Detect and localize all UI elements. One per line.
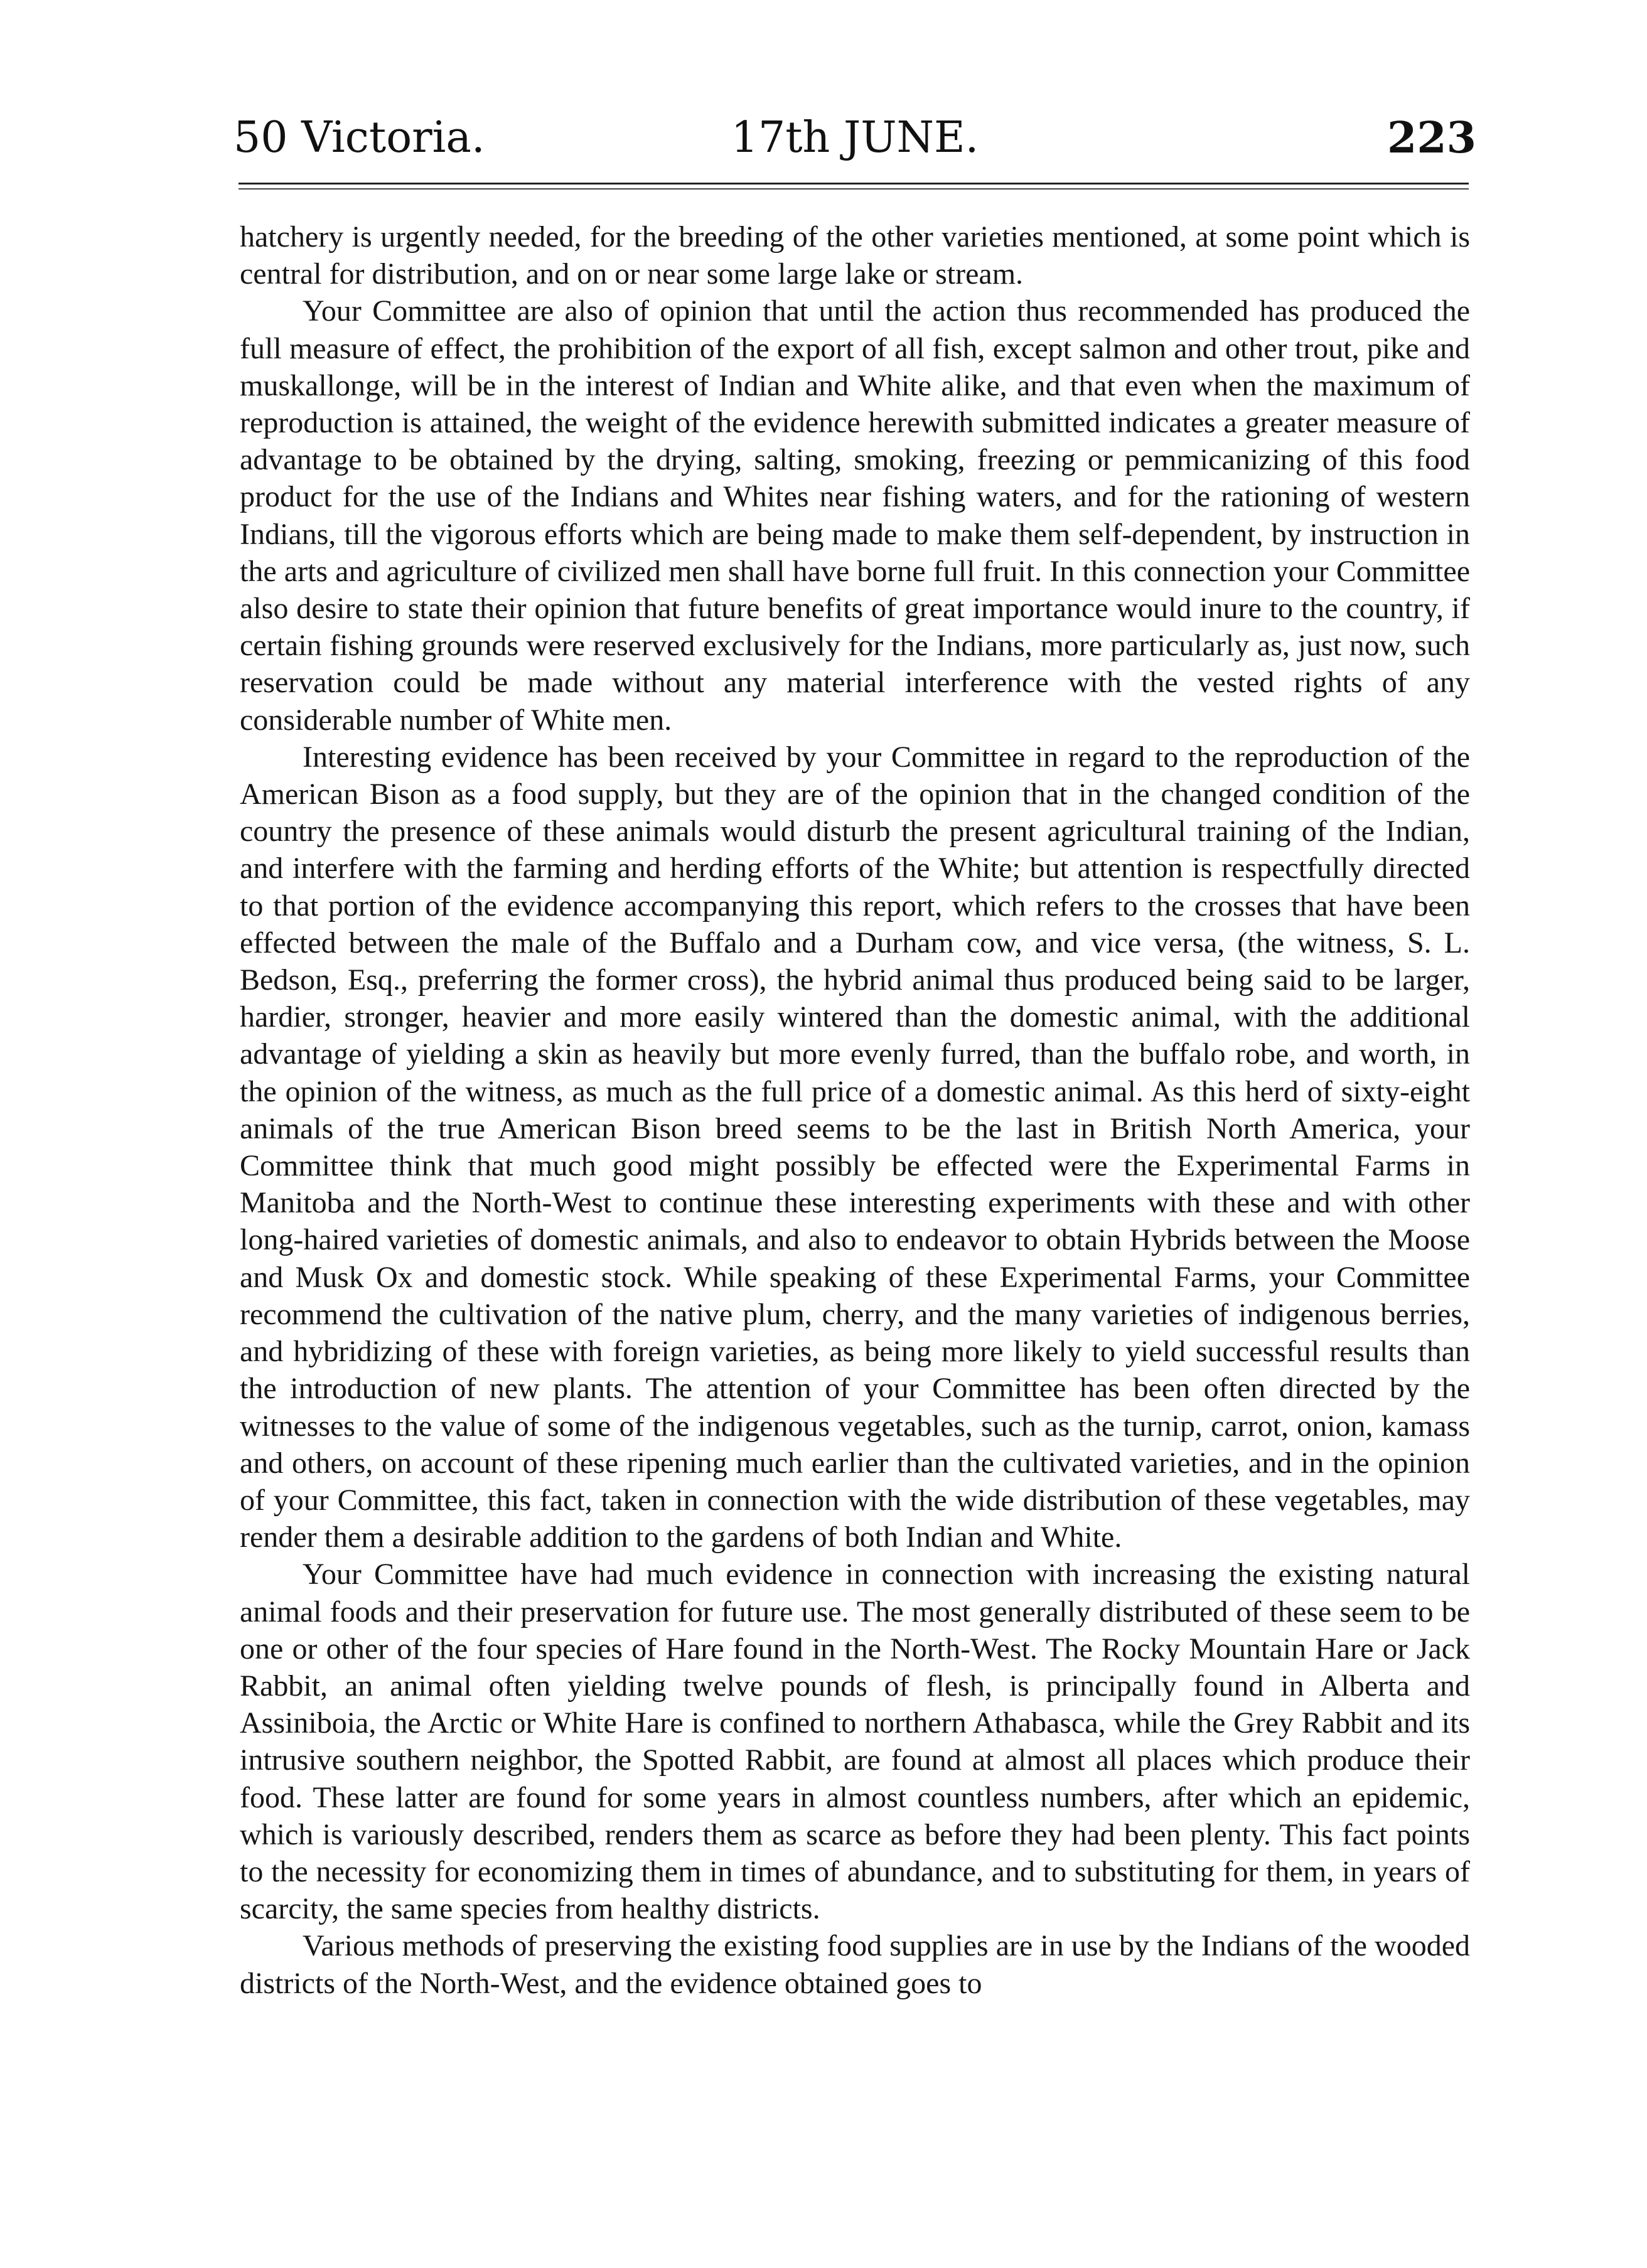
page-number: 223 xyxy=(1387,113,1476,163)
paragraph-bison: Interesting evidence has been received by your Committee in regard to the reproduction of the American Bison as a food supply, but they are of the opinion that in the changed condition of the country the presence of these animals would disturb the present agricultural training of the Indian, and interfere with the farming and herding efforts of the White; but attention is respectfully directed to that portion of the evidence accompanying this report, which refers to the crosses that have been effected between the male of the Buffalo and a Durham cow, and vice versa, (the witness, S. L. Bedson, Esq., preferring the former cross), the hybrid animal thus produced being said to be larger, hardier, stronger, heavier and more easily wintered than the domestic animal, with the additional advantage of yielding a skin as heavily but more evenly furred, than the buffalo robe, and worth, in the opinion of the witness, as much as the full price of a domestic animal. As this herd of sixty-eight animals of the true American Bison breed seems to be the last in British North America, your Committee think that much good might possibly be effected were the Experimental Farms in Manitoba and the North-West to continue these interesting experiments with these and with other long-haired varieties of domestic animals, and also to endeavor to obtain Hybrids between the Moose and Musk Ox and domestic stock. While speaking of these Experimental Farms, your Committee recommend the cultivation of the native plum, cherry, and the many varieties of indigenous berries, and hybridizing of these with foreign varieties, as being more likely to yield successful results than the introduction of new plants. The attention of your Committee has been often directed by the witnesses to the value of some of the indigenous vegetables, such as the turnip, carrot, onion, kamass and others, on account of these ripening much earlier than the cultivated varieties, and in the opinion of your Committee, this fact, taken in connection with the wide distribution of these vegetables, may render them a desirable addition to the gardens of both Indian and White. xyxy=(240,740,1470,1554)
paragraph-preserving: Various methods of preserving the existing food supplies are in use by the Indians of the wooded districts of the North-West, and the evidence obtained goes to xyxy=(240,1929,1470,2000)
paragraph-fish-export: Your Committee are also of opinion that until the action thus recommended has produced the full measure of effect, the prohibition of the export of all fish, except salmon and other trout, pike and muskallonge, will be in the interest of Indian and White alike, and that even when the maximum of reproduction is attained, the weight of the evidence herewith submitted indicates a greater measure of advantage to be obtained by the drying, salting, smoking, freezing or pemmicanizing of this food product for the use of the Indians and Whites near fishing waters, and for the rationing of western Indians, till the vigorous efforts which are being made to make them self-dependent, by instruction in the arts and agriculture of civilized men shall have borne full fruit. In this connection your Committee also desire to state their opinion that future benefits of great importance would inure to the country, if certain fishing grounds were reserved exclusively for the Indians, more particularly as, just now, such reservation could be made without any material interference with the vested rights of any considerable number of White men. xyxy=(240,294,1470,737)
header-rule xyxy=(239,183,1469,185)
header-rule-thin xyxy=(239,188,1469,190)
report-text xyxy=(240,218,1470,2002)
page-header xyxy=(233,100,1476,176)
header-session: 50 Victoria. xyxy=(233,113,485,163)
paragraph-hatchery: hatchery is urgently needed, for the breeding of the other varieties mentioned, at some point which is central for distribution, and on or near some large lake or stream. xyxy=(240,220,1470,291)
paragraph-hare: Your Committee have had much evidence in connection with increasing the existing natural animal foods and their preservation for future use. The most generally distributed of these seem to be one or other of the four species of Hare found in the North-West. The Rocky Mountain Hare or Jack Rabbit, an animal often yielding twelve pounds of flesh, is principally found in Alberta and Assiniboia, the Arctic or White Hare is confined to northern Athabasca, while the Grey Rabbit and its intrusive southern neighbor, the Spotted Rabbit, are found at almost all places which produce their food. These latter are found for some years in almost countless numbers, after which an epidemic, which is variously described, renders them as scarce as before they had been plenty. This fact points to the necessity for economizing them in times of abundance, and to substituting for them, in years of scarcity, the same species from healthy districts. xyxy=(240,1558,1470,1926)
header-date: 17th JUNE. xyxy=(731,113,979,163)
